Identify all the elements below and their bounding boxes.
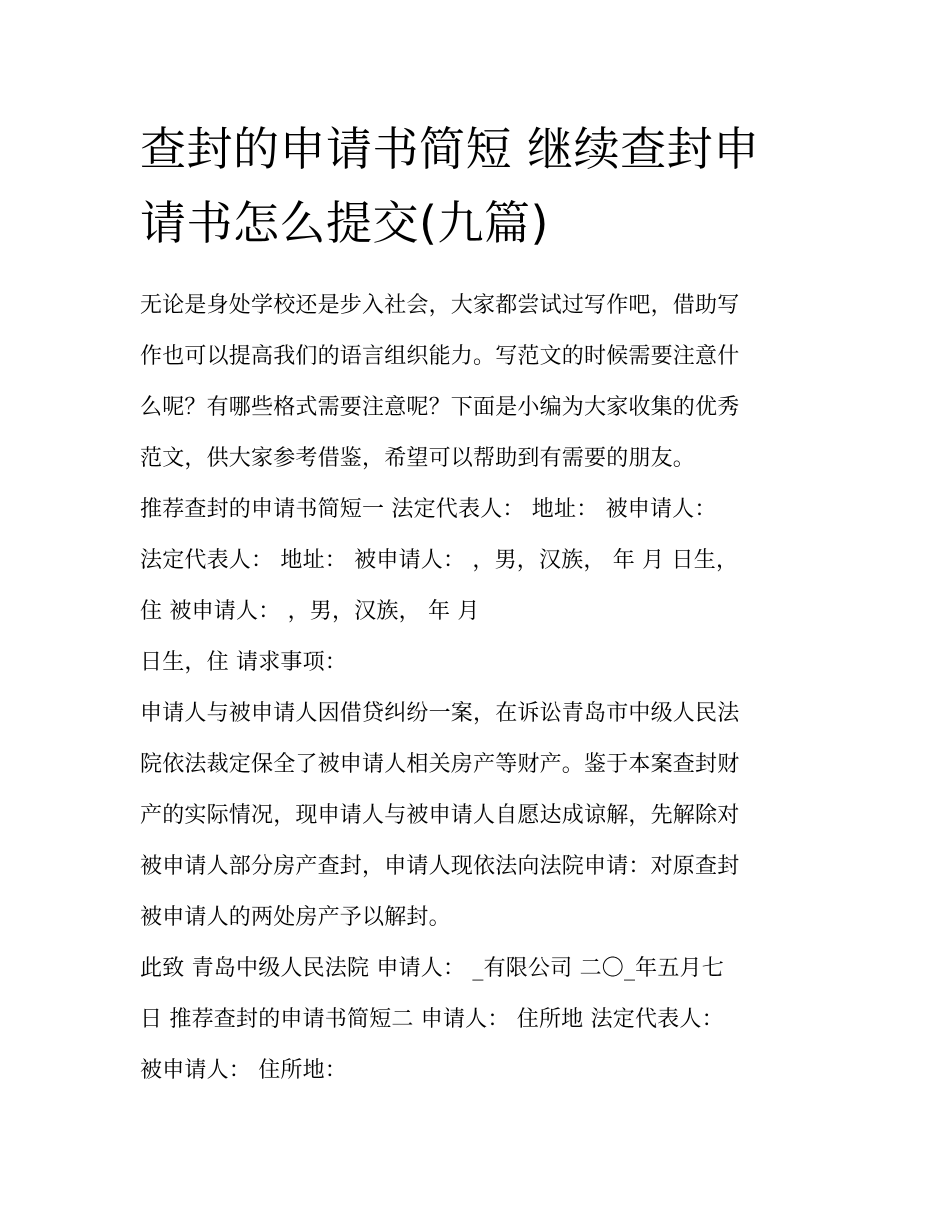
body-line-2: 作也可以提高我们的语言组织能力。写范文的时候需要注意什 [140,344,740,369]
document-body [140,280,820,1096]
body-line-7: 住 被申请人： ，男，汉族， 年 月 [140,599,480,624]
body-line-4: 范文，供大家参考借鉴，希望可以帮助到有需要的朋友。 [140,446,696,471]
body-line-15: 日 推荐查封的申请书简短二 申请人： 住所地 法定代表人： [140,1007,724,1032]
body-line-6: 法定代表人： 地址： 被申请人： ，男，汉族， 年 月 日生， [140,548,739,573]
body-line-11: 产的实际情况，现申请人与被申请人自愿达成谅解，先解除对 [140,803,740,828]
body-line-1: 无论是身处学校还是步入社会，大家都尝试过写作吧，借助写 [140,293,740,318]
body-line-12: 被申请人部分房产查封，申请人现依法向法院申请：对原查封 [140,854,740,879]
body-line-16: 被申请人： 住所地： [140,1058,347,1083]
title-line-1: 查封的申请书简短 继续查封申 [140,122,760,176]
document-title [140,112,820,260]
body-line-13: 被申请人的两处房产予以解封。 [140,905,451,930]
body-line-9: 申请人与被申请人因借贷纠纷一案，在诉讼青岛市中级人民法 [140,701,740,726]
body-line-3: 么呢？有哪些格式需要注意呢？下面是小编为大家收集的优秀 [140,395,740,420]
body-line-10: 院依法裁定保全了被申请人相关房产等财产。鉴于本案查封财 [140,752,740,777]
body-line-5: 推荐查封的申请书简短一 法定代表人： 地址： 被申请人： [140,497,717,522]
body-line-14: 此致 青岛中级人民法院 申请人： _有限公司 二〇_年五月七 [140,956,724,981]
body-line-8: 日生，住 请求事项： [140,650,347,675]
title-line-2: 请书怎么提交(九篇) [140,196,549,250]
